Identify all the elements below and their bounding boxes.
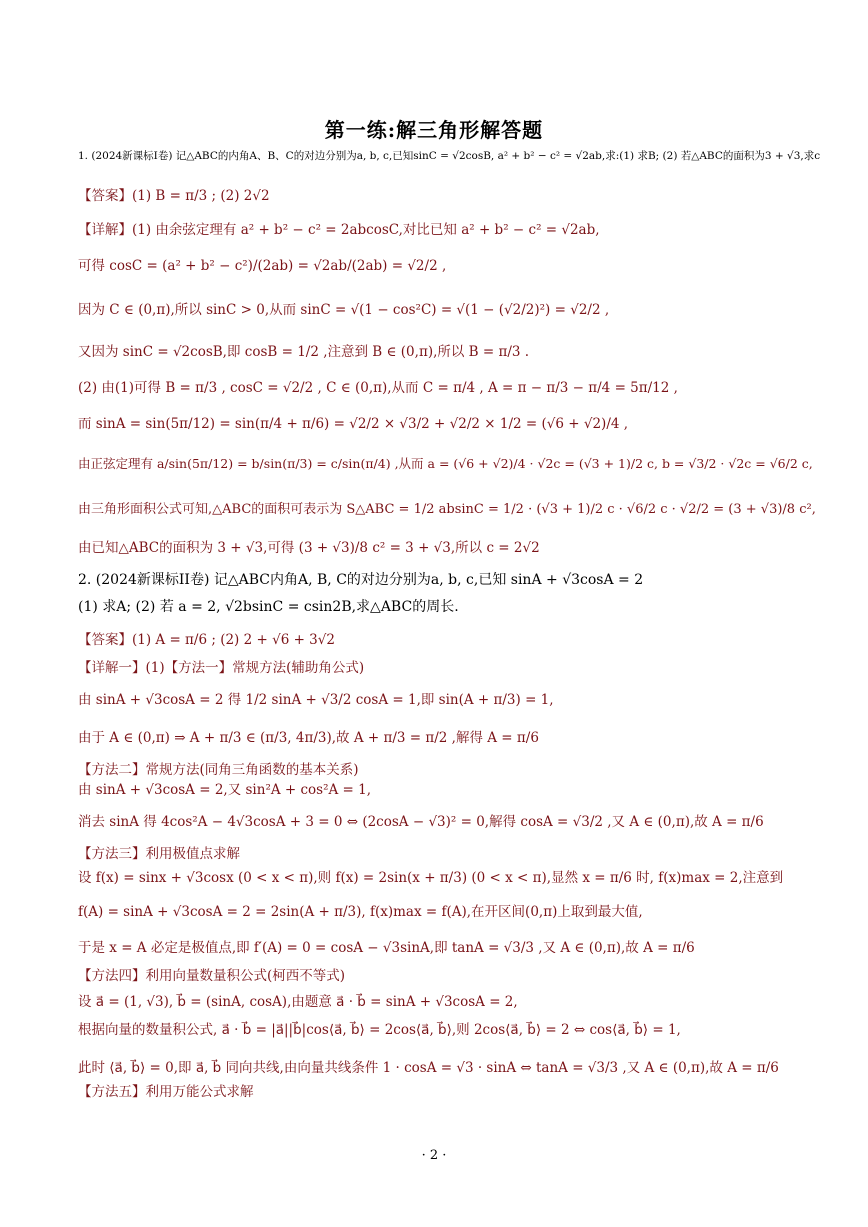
solution-line: 此时 ⟨a⃗, b⃗⟩ = 0,即 a⃗, b⃗ 同向共线,由向量共线条件 1 · cosA = √3 · sinA ⇔ tanA = √3/3 ,又 A ∈ (0,π),故 A = π/6: [78, 1060, 779, 1076]
solution-line: (2) 由(1)可得 B = π/3 , cosC = √2/2 , C ∈ (0,π),从而 C = π/4 , A = π − π/3 − π/4 = 5π/12 ,: [78, 380, 678, 396]
solution-line: 由 sinA + √3cosA = 2,又 sin²A + cos²A = 1,: [78, 782, 372, 798]
method-heading: 【方法五】利用万能公式求解: [78, 1084, 254, 1100]
solution-line: 又因为 sinC = √2cosB,即 cosB = 1/2 ,注意到 B ∈ (0,π),所以 B = π/3 .: [78, 344, 530, 360]
problem-2-parts: (1) 求A; (2) 若 a = 2, √2bsinC = csin2B,求△ABC的周长.: [78, 599, 459, 615]
solution-line: 设 a⃗ = (1, √3), b⃗ = (sinA, cosA),由题意 a⃗ · b⃗ = sinA + √3cosA = 2,: [78, 994, 518, 1010]
solution-line: 可得 cosC = (a² + b² − c²)/(2ab) = √2ab/(2ab) = √2/2 ,: [78, 258, 447, 274]
problem-2-statement: 2. (2024新课标II卷) 记△ABC内角A, B, C的对边分别为a, b, c,已知 sinA + √3cosA = 2: [78, 572, 644, 588]
solution-line: 设 f(x) = sinx + √3cosx (0 < x < π),则 f(x) = 2sin(x + π/3) (0 < x < π),显然 x = π/6 时, f(x)max = 2,注意到: [78, 870, 784, 886]
solution-line: 由三角形面积公式可知,△ABC的面积可表示为 S△ABC = 1/2 absinC = 1/2 · (√3 + 1)/2 c · √6/2 c · √2/2 = (3 + √3)/8 c²,: [78, 502, 816, 517]
method-heading: 【方法二】常规方法(同角三角函数的基本关系): [78, 762, 359, 778]
page-number: · 2 ·: [421, 1148, 447, 1163]
solution-line: 因为 C ∈ (0,π),所以 sinC > 0,从而 sinC = √(1 − cos²C) = √(1 − (√2/2)²) = √2/2 ,: [78, 302, 610, 318]
solution-line: 由 sinA + √3cosA = 2 得 1/2 sinA + √3/2 cosA = 1,即 sin(A + π/3) = 1,: [78, 692, 554, 708]
solution-line: 于是 x = A 必定是极值点,即 f′(A) = 0 = cosA − √3sinA,即 tanA = √3/3 ,又 A ∈ (0,π),故 A = π/6: [78, 940, 695, 956]
method-heading: 【方法三】利用极值点求解: [78, 846, 240, 862]
solution-line: 由于 A ∈ (0,π) ⇒ A + π/3 ∈ (π/3, 4π/3),故 A + π/3 = π/2 ,解得 A = π/6: [78, 730, 539, 746]
page-title: 第一练:解三角形解答题: [324, 118, 544, 142]
method-heading: 【详解一】(1)【方法一】常规方法(辅助角公式): [78, 660, 365, 676]
solution-line: 【详解】(1) 由余弦定理有 a² + b² − c² = 2abcosC,对比已知 a² + b² − c² = √2ab,: [78, 222, 600, 238]
solution-line: f(A) = sinA + √3cosA = 2 = 2sin(A + π/3), f(x)max = f(A),在开区间(0,π)上取到最大值,: [78, 904, 643, 920]
solution-line: 由已知△ABC的面积为 3 + √3,可得 (3 + √3)/8 c² = 3 + √3,所以 c = 2√2: [78, 540, 540, 556]
solution-line: 而 sinA = sin(5π/12) = sin(π/4 + π/6) = √2/2 × √3/2 + √2/2 × 1/2 = (√6 + √2)/4 ,: [78, 416, 629, 432]
answer-2: 【答案】(1) A = π/6 ; (2) 2 + √6 + 3√2: [78, 632, 335, 648]
solution-line: 根据向量的数量积公式, a⃗ · b⃗ = |a⃗||b⃗|cos⟨a⃗, b⃗⟩ = 2cos⟨a⃗, b⃗⟩,则 2cos⟨a⃗, b⃗⟩ = 2 ⇔ cos⟨a⃗, b⃗⟩ = 1,: [78, 1022, 681, 1038]
solution-line: 由正弦定理有 a/sin(5π/12) = b/sin(π/3) = c/sin(π/4) ,从而 a = (√6 + √2)/4 · √2c = (√3 + 1)/2 c, b = √3/2 · √2c = √6/2 c,: [78, 456, 813, 471]
answer-1: 【答案】(1) B = π/3 ; (2) 2√2: [78, 188, 270, 204]
method-heading: 【方法四】利用向量数量积公式(柯西不等式): [78, 968, 346, 984]
solution-line: 消去 sinA 得 4cos²A − 4√3cosA + 3 = 0 ⇔ (2cosA − √3)² = 0,解得 cosA = √3/2 ,又 A ∈ (0,π),故 A = π/6: [78, 814, 764, 830]
problem-1-statement: 1. (2024新课标I卷) 记△ABC的内角A、B、C的对边分别为a, b, c,已知sinC = √2cosB, a² + b² − c² = √2ab,求:(1) 求B; (2) 若△ABC的面积为3 + √3,求c: [78, 150, 821, 162]
